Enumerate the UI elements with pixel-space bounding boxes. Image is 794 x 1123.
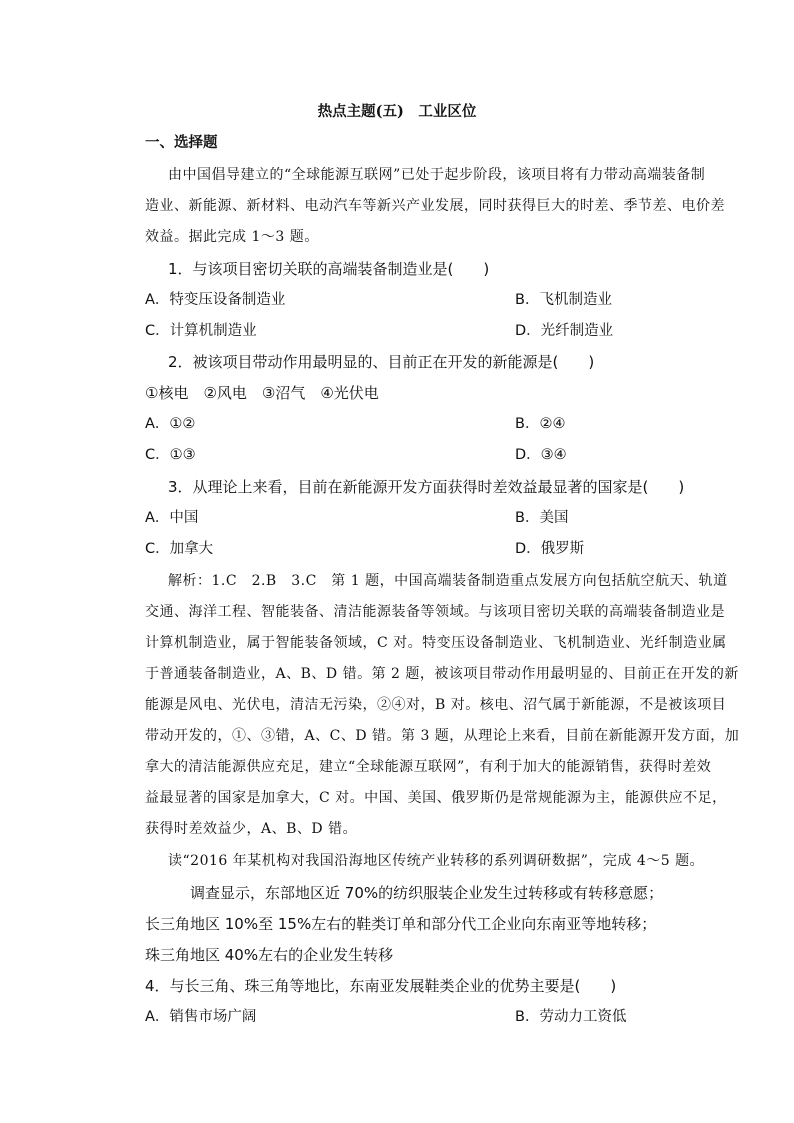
analysis-line: 拿大的清洁能源供应充足，建立“全球能源互联网”，有利于加大的能源销售，获得时差效 [145, 759, 712, 775]
option-d: D．光纤制造业 [515, 323, 614, 339]
question-2-options-row [145, 414, 566, 434]
option-d: D．俄罗斯 [515, 541, 585, 557]
intro-paragraph-line: 效益。据此完成 1～3 题。 [145, 229, 319, 245]
survey-line: 珠三角地区 40%左右的企业发生转移 [145, 946, 394, 964]
question-3-options-row [145, 539, 585, 559]
intro-paragraph-line: 由中国倡导建立的“全球能源互联网”已处于起步阶段，该项目将有力带动高端装备制 [168, 167, 706, 183]
analysis-line: 带动开发的，①、③错，A、C、D 错。第 3 题，从理论上来看，目前在新能源开发方面，加 [145, 728, 740, 744]
option-a: A．销售市场广阔 [145, 1009, 257, 1025]
option-c: C．加拿大 [145, 541, 214, 557]
survey-line: 调查显示，东部地区近 70%的纺织服装企业发生过转移或有转移意愿； [190, 884, 664, 902]
analysis-line: 交通、海洋工程、智能装备、清洁能源装备等领域。与该项目密切关联的高端装备制造业是 [145, 604, 725, 620]
analysis-line: 于普通装备制造业，A、B、D 错。第 2 题，被该项目带动作用最明显的、目前正在开发的新 [145, 666, 739, 682]
option-b: B．劳动力工资低 [515, 1009, 627, 1025]
question-2-stem: 2．被该项目带动作用最明显的、目前正在开发的新能源是( ) [168, 353, 595, 371]
question-3-stem: 3．从理论上来看，目前在新能源开发方面获得时差效益最显著的国家是( ) [168, 478, 685, 496]
option-b: B．美国 [515, 510, 569, 526]
question-4-options-row [145, 1007, 627, 1027]
question-4-stem: 4．与长三角、珠三角等地比，东南亚发展鞋类企业的优势主要是( ) [145, 977, 617, 995]
question-2-items: ①核电 ②风电 ③沼气 ④光伏电 [145, 384, 379, 402]
option-a: A．①② [145, 416, 196, 432]
question-2-options-row [145, 445, 567, 465]
section-heading: 一、选择题 [145, 134, 218, 151]
analysis-line: 解析：1.C 2.B 3.C 第 1 题，中国高端装备制造重点发展方向包括航空航天、轨道 [168, 573, 728, 589]
intro-paragraph-line: 造业、新能源、新材料、电动汽车等新兴产业发展，同时获得巨大的时差、季节差、电价差 [145, 198, 725, 214]
page-title: 热点主题(五) 工业区位 [317, 103, 477, 120]
question-1-options-row [145, 290, 612, 310]
analysis-line: 获得时差效益少，A、B、D 错。 [145, 821, 358, 837]
option-b: B．飞机制造业 [515, 292, 612, 308]
question-1-stem: 1．与该项目密切关联的高端装备制造业是( ) [168, 260, 490, 278]
question-3-options-row [145, 508, 569, 528]
option-c: C．计算机制造业 [145, 323, 257, 339]
question-4-5-intro: 读“2016 年某机构对我国沿海地区传统产业转移的系列调研数据”，完成 4～5 题。 [168, 853, 705, 869]
question-1-options-row [145, 321, 614, 341]
option-a: A．中国 [145, 510, 199, 526]
survey-line: 长三角地区 10%至 15%左右的鞋类订单和部分代工企业向东南亚等地转移； [145, 915, 657, 933]
option-a: A．特变压设备制造业 [145, 292, 286, 308]
analysis-line: 益最显著的国家是加拿大，C 对。中国、美国、俄罗斯仍是常规能源为主，能源供应不足， [145, 790, 727, 806]
option-c: C．①③ [145, 447, 196, 463]
option-d: D．③④ [515, 447, 567, 463]
analysis-line: 能源是风电、光伏电，清洁无污染，②④对，B 对。核电、沼气属于新能源，不是被该项目 [145, 697, 727, 713]
option-b: B．②④ [515, 416, 566, 432]
analysis-line: 计算机制造业，属于智能装备领域，C 对。特变压设备制造业、飞机制造业、光纤制造业属 [145, 635, 727, 651]
